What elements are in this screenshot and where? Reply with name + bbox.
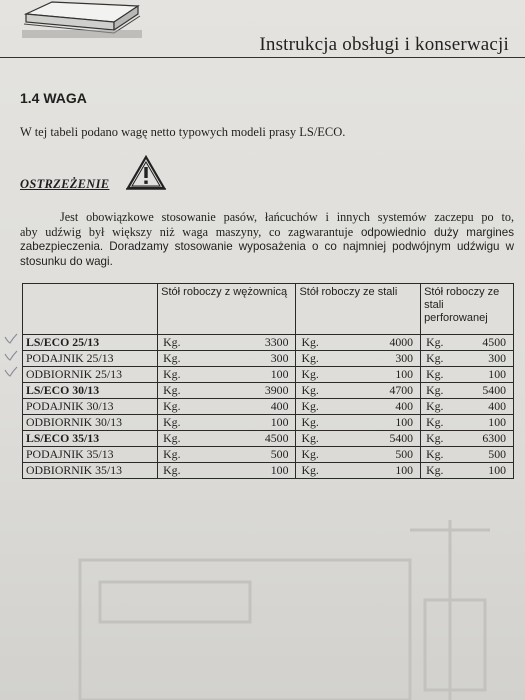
weight-cell — [421, 463, 514, 479]
unit-label: Kg. — [163, 335, 181, 349]
weight-value: 4500 — [264, 431, 289, 445]
model-name: ODBIORNIK 35/13 — [23, 463, 158, 479]
unit-label: Kg. — [163, 367, 181, 381]
weight-cell — [421, 335, 514, 351]
book-illustration-icon — [22, 0, 142, 38]
warning-line-2b: odpowiednio duży margines — [353, 225, 514, 239]
weight-cell — [158, 415, 296, 431]
weight-cell — [158, 399, 296, 415]
model-name: ODBIORNIK 25/13 — [23, 367, 158, 383]
weight-cell — [296, 431, 421, 447]
weight-cell — [158, 367, 296, 383]
unit-label: Kg. — [163, 431, 181, 445]
background-watermark — [70, 520, 500, 700]
unit-label: Kg. — [426, 351, 444, 365]
table-row — [23, 351, 514, 367]
weight-cell — [421, 415, 514, 431]
unit-label: Kg. — [426, 415, 444, 429]
weight-value: 400 — [395, 399, 414, 413]
table-row — [23, 383, 514, 399]
model-name: LS/ECO 25/13 — [23, 335, 158, 351]
weight-value: 4000 — [389, 335, 414, 349]
weight-value: 5400 — [482, 383, 506, 397]
header-model — [23, 284, 158, 335]
unit-label: Kg. — [301, 431, 319, 445]
weight-value: 100 — [488, 415, 506, 429]
model-name: LS/ECO 30/13 — [23, 383, 158, 399]
weight-cell — [296, 399, 421, 415]
header-rule — [0, 57, 525, 58]
weight-value: 100 — [270, 463, 289, 477]
header-title: Instrukcja obsługi i konserwacji — [259, 34, 509, 55]
model-name: LS/ECO 35/13 — [23, 431, 158, 447]
weight-value: 300 — [395, 351, 414, 365]
weight-value: 400 — [488, 399, 506, 413]
unit-label: Kg. — [426, 431, 444, 445]
unit-label: Kg. — [301, 399, 319, 413]
unit-label: Kg. — [426, 383, 444, 397]
unit-label: Kg. — [426, 335, 444, 349]
unit-label: Kg. — [426, 367, 444, 381]
weight-cell — [296, 447, 421, 463]
weight-cell — [421, 367, 514, 383]
weight-value: 100 — [395, 415, 414, 429]
unit-label: Kg. — [301, 463, 319, 477]
warning-line-4: stosunku do wagi. — [20, 254, 113, 268]
weight-cell — [158, 447, 296, 463]
weight-value: 500 — [488, 447, 506, 461]
weights-table — [22, 283, 514, 479]
warning-paragraph — [20, 210, 514, 269]
weight-value: 3300 — [264, 335, 289, 349]
unit-label: Kg. — [301, 447, 319, 461]
weight-value: 300 — [270, 351, 289, 365]
handwritten-tick-marks — [2, 333, 20, 383]
weight-cell — [296, 463, 421, 479]
unit-label: Kg. — [301, 335, 319, 349]
table-row — [23, 415, 514, 431]
model-name: PODAJNIK 30/13 — [23, 399, 158, 415]
unit-label: Kg. — [301, 367, 319, 381]
weight-cell — [421, 399, 514, 415]
weight-value: 100 — [395, 463, 414, 477]
weight-value: 500 — [395, 447, 414, 461]
unit-label: Kg. — [301, 351, 319, 365]
warning-line-2 — [20, 225, 514, 241]
header-steel-table: Stół roboczy ze stali — [296, 284, 421, 335]
weight-value: 4700 — [389, 383, 414, 397]
weight-value: 100 — [488, 367, 506, 381]
weight-cell — [158, 383, 296, 399]
table-header-row — [23, 284, 514, 335]
weight-cell — [158, 463, 296, 479]
unit-label: Kg. — [163, 415, 181, 429]
unit-label: Kg. — [163, 447, 181, 461]
weight-value: 500 — [270, 447, 289, 461]
weight-value: 5400 — [389, 431, 414, 445]
warning-line-1: Jest obowiązkowe stosowanie pasów, łańcuchów i innych systemów zaczepu po to, — [60, 210, 514, 224]
weight-value: 100 — [488, 463, 506, 477]
unit-label: Kg. — [163, 463, 181, 477]
model-name: ODBIORNIK 30/13 — [23, 415, 158, 431]
table-row — [23, 447, 514, 463]
weight-value: 300 — [488, 351, 506, 365]
table-body — [23, 335, 514, 479]
unit-label: Kg. — [426, 399, 444, 413]
weight-cell — [421, 383, 514, 399]
unit-label: Kg. — [163, 383, 181, 397]
weight-cell — [421, 447, 514, 463]
weight-cell — [421, 431, 514, 447]
unit-label: Kg. — [301, 383, 319, 397]
warning-label: OSTRZEŻENIE — [20, 177, 110, 191]
weight-cell — [296, 335, 421, 351]
table-row — [23, 367, 514, 383]
weight-value: 100 — [395, 367, 414, 381]
weight-value: 3900 — [264, 383, 289, 397]
model-name: PODAJNIK 25/13 — [23, 351, 158, 367]
unit-label: Kg. — [163, 351, 181, 365]
intro-text: W tej tabeli podano wagę netto typowych modeli prasy LS/ECO. — [20, 125, 346, 139]
table-row — [23, 431, 514, 447]
weight-value: 6300 — [482, 431, 506, 445]
table-row — [23, 399, 514, 415]
weight-value: 100 — [270, 367, 289, 381]
unit-label: Kg. — [301, 415, 319, 429]
table-row — [23, 463, 514, 479]
table-row — [23, 335, 514, 351]
header-coil-table: Stół roboczy z wężownicą — [158, 284, 296, 335]
weight-cell — [158, 351, 296, 367]
weight-value: 4500 — [482, 335, 506, 349]
weight-cell — [296, 351, 421, 367]
header-perforated-table: Stół roboczy ze stali perforowanej — [421, 284, 514, 335]
warning-line-2a: aby udźwig był większy niż waga maszyny, co zagwarantuje — [20, 224, 354, 239]
warning-line-3: zabezpieczenia. Doradzamy stosowanie wyposażenia o co najmniej podwójnym udźwigu w — [20, 240, 514, 253]
weight-cell — [158, 335, 296, 351]
weight-cell — [296, 383, 421, 399]
warning-triangle-icon — [126, 155, 166, 191]
model-name: PODAJNIK 35/13 — [23, 447, 158, 463]
unit-label: Kg. — [163, 399, 181, 413]
section-title: 1.4 WAGA — [20, 90, 87, 106]
weight-cell — [158, 431, 296, 447]
weight-cell — [421, 351, 514, 367]
unit-label: Kg. — [426, 463, 444, 477]
unit-label: Kg. — [426, 447, 444, 461]
weight-cell — [296, 415, 421, 431]
weight-value: 400 — [270, 399, 289, 413]
weight-cell — [296, 367, 421, 383]
weight-value: 100 — [270, 415, 289, 429]
